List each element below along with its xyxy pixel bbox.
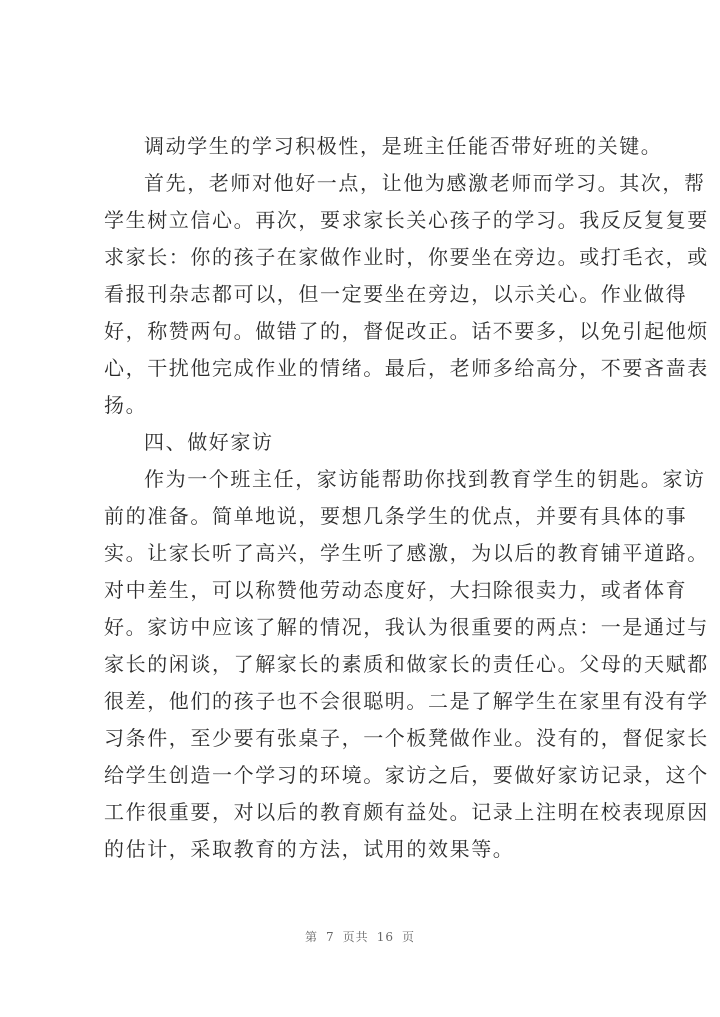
paragraph-line: 扬。 (104, 393, 148, 417)
paragraph-line: 的估计，采取教育的方法，试用的效果等。 (104, 837, 515, 861)
footer-prefix: 第 (305, 930, 319, 944)
paragraph-line: 实。让家长听了高兴，学生听了感激，为以后的教育铺平道路。 (104, 541, 709, 565)
paragraph-line: 学生树立信心。再次，要求家长关心孩子的学习。我反反复复要 (104, 208, 709, 232)
current-page-number: 7 (326, 930, 335, 944)
paragraph-line: 好。家访中应该了解的情况，我认为很重要的两点：一是通过与 (104, 615, 709, 639)
paragraph-line: 调动学生的学习积极性，是班主任能否带好班的关键。 (144, 134, 663, 158)
paragraph-line: 工作很重要，对以后的教育颇有益处。记录上注明在校表现原因 (104, 800, 709, 824)
body-text (104, 128, 709, 868)
paragraph-line: 给学生创造一个学习的环境。家访之后，要做好家访记录，这个 (104, 763, 709, 787)
paragraph-line: 好，称赞两句。做错了的，督促改正。话不要多，以免引起他烦 (104, 319, 709, 343)
paragraph-line: 很差，他们的孩子也不会很聪明。二是了解学生在家里有没有学 (104, 689, 709, 713)
footer-suffix: 页 (401, 930, 415, 944)
paragraph-line: 心，干扰他完成作业的情绪。最后，老师多给高分，不要吝啬表 (104, 356, 709, 380)
paragraph-line: 习条件，至少要有张桌子，一个板凳做作业。没有的，督促家长 (104, 726, 709, 750)
section-heading: 四、做好家访 (144, 430, 274, 454)
total-pages-number: 16 (376, 930, 394, 944)
paragraph-line: 对中差生，可以称赞他劳动态度好，大扫除很卖力，或者体育 (104, 578, 688, 602)
paragraph-line: 求家长：你的孩子在家做作业时，你要坐在旁边。或打毛衣，或 (104, 245, 709, 269)
page-footer (0, 928, 720, 945)
paragraph-line: 看报刊杂志都可以，但一定要坐在旁边，以示关心。作业做得 (104, 282, 688, 306)
paragraph-line: 前的准备。简单地说，要想几条学生的优点，并要有具体的事 (104, 504, 688, 528)
paragraph-line: 首先，老师对他好一点，让他为感激老师而学习。其次，帮 (144, 171, 706, 195)
footer-middle: 页共 (342, 930, 369, 944)
paragraph-line: 家长的闲谈，了解家长的素质和做家长的责任心。父母的天赋都 (104, 652, 709, 676)
paragraph-line: 作为一个班主任，家访能帮助你找到教育学生的钥匙。家访 (144, 467, 706, 491)
